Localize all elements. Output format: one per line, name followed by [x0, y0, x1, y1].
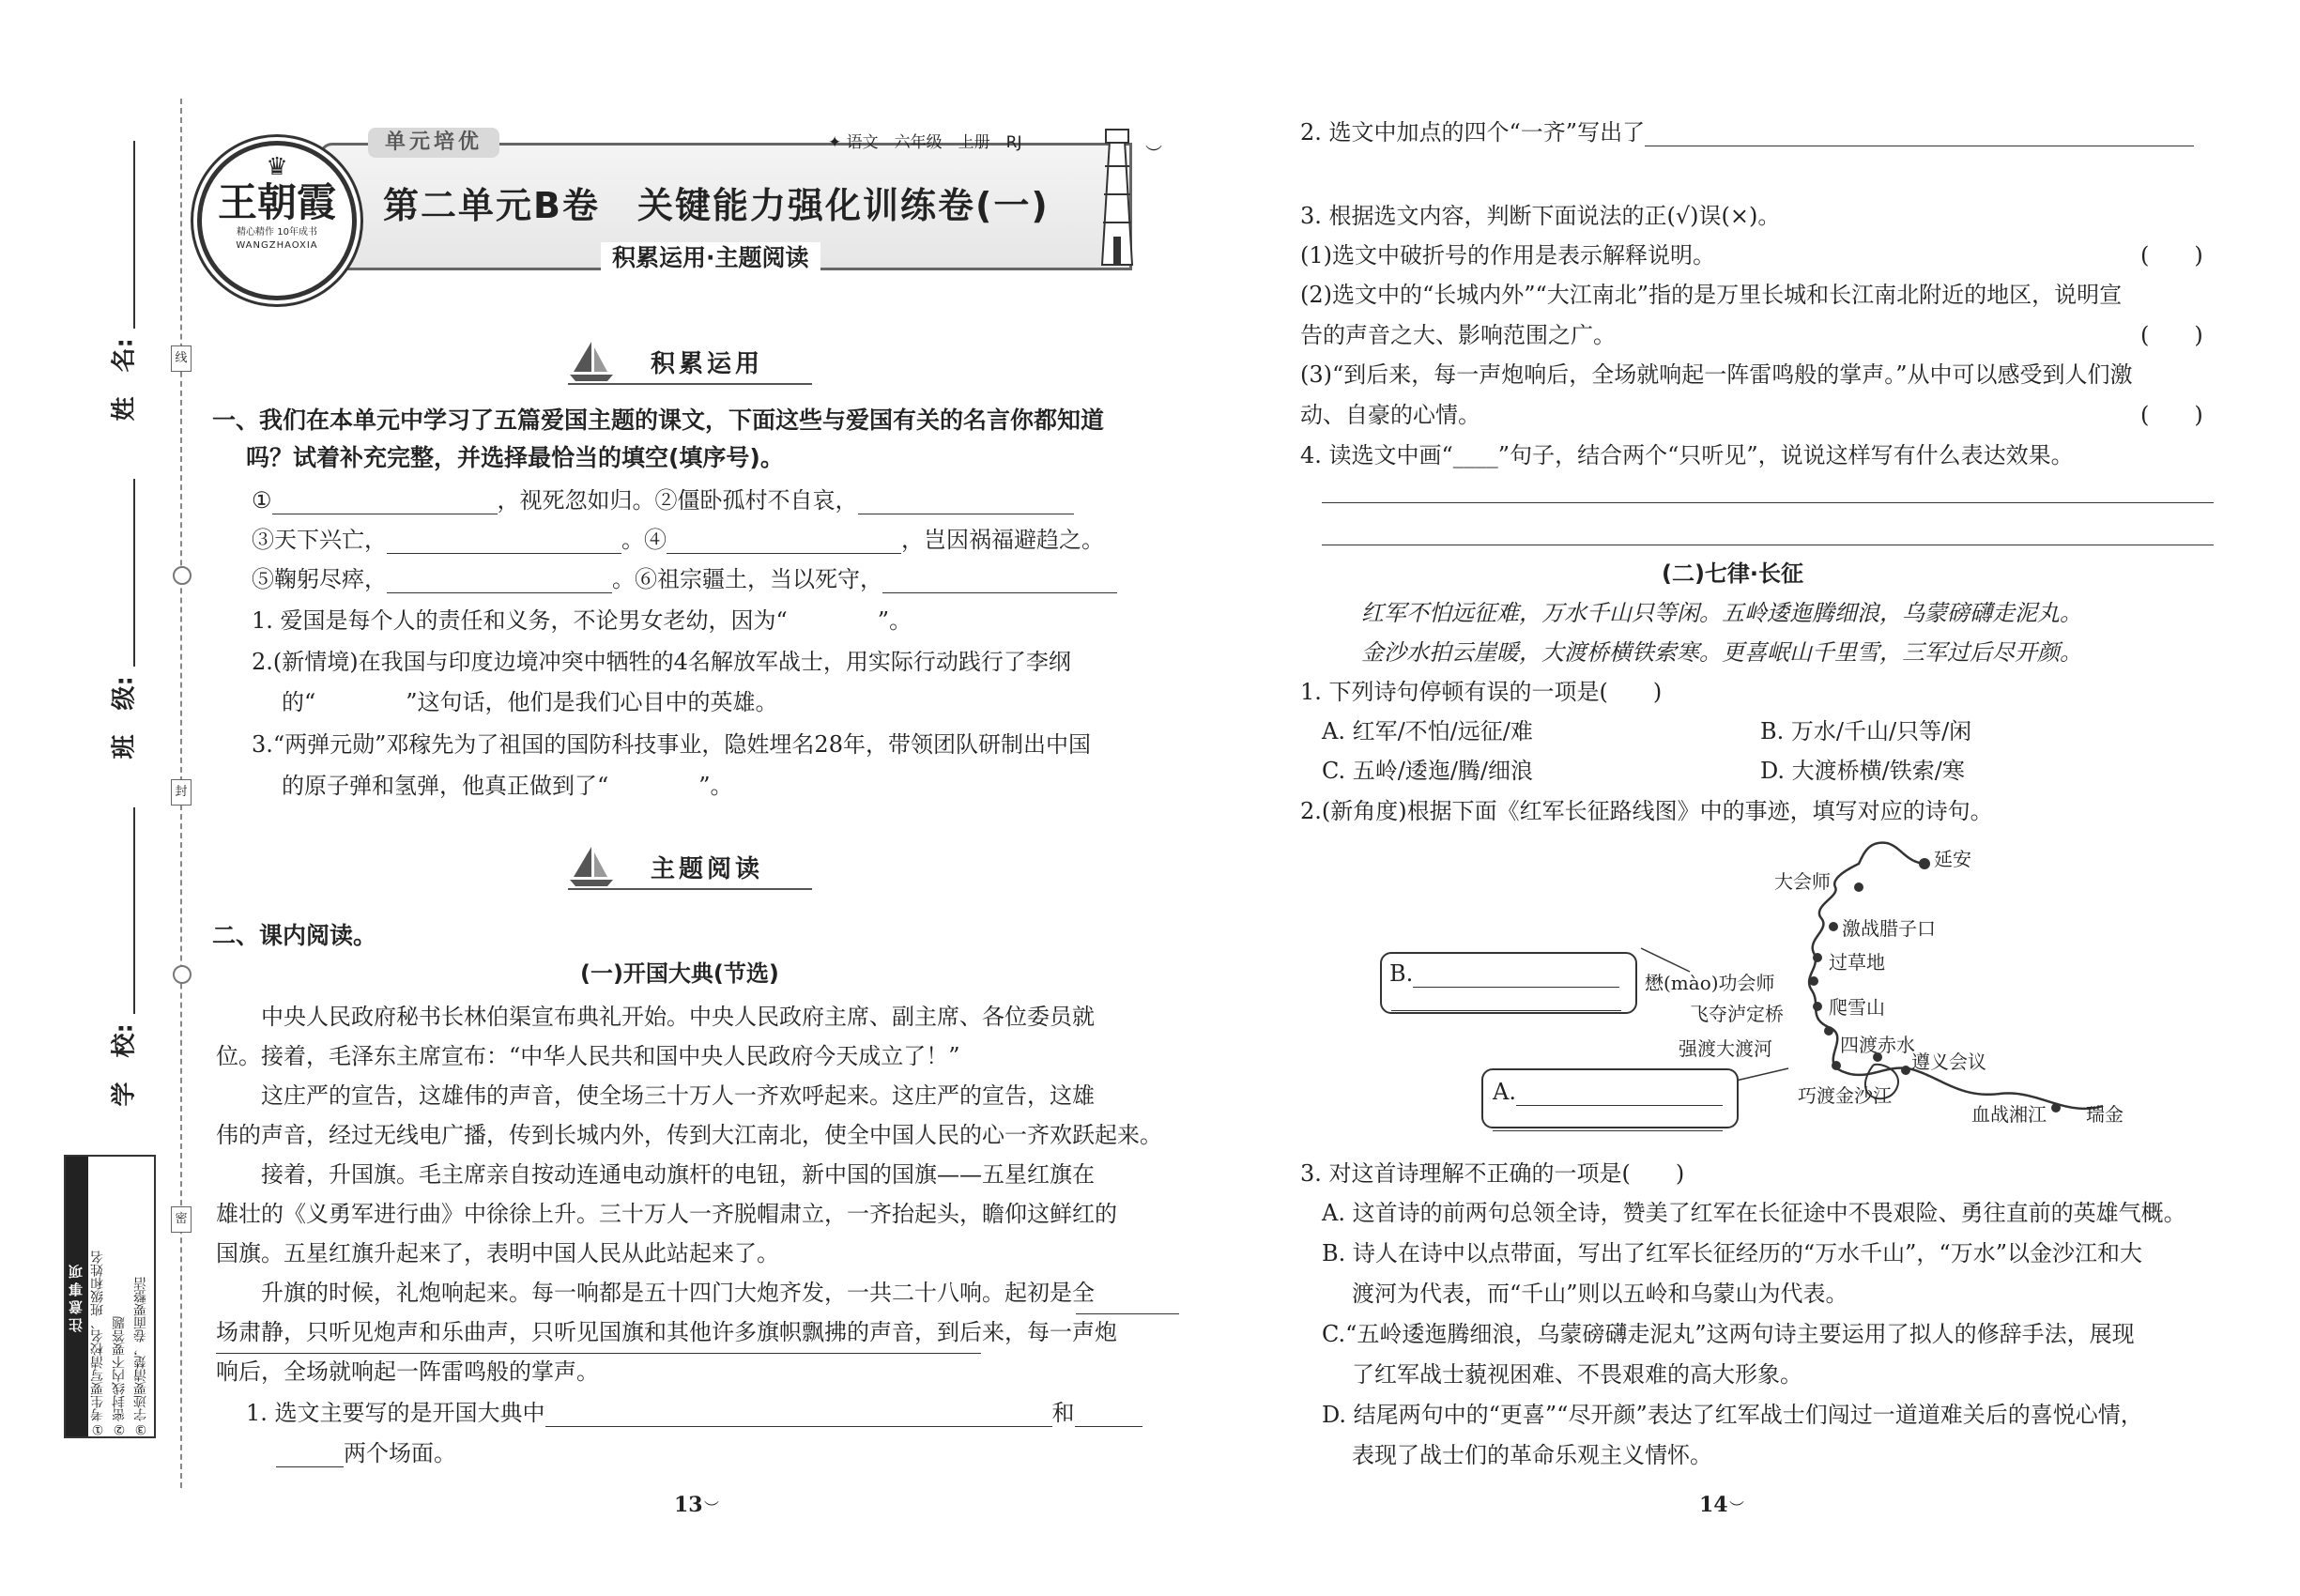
r-q3-1-paren[interactable]: ( ) [2140, 242, 2203, 269]
page-subtitle: 积累运用·主题阅读 [601, 242, 820, 274]
p-q1-option-d[interactable]: D. 大渡桥横/铁索/寒 [1760, 758, 1965, 784]
q1-line-3 [252, 565, 1117, 593]
place-jinsha: 巧渡金沙江 [1798, 1084, 1892, 1107]
q1-intro-1: 一、我们在本单元中学习了五篇爱国主题的课文，下面这些与爱国有关的名言你都知道 [212, 407, 1105, 434]
lighthouse-icon [1089, 124, 1145, 269]
route-dot [1813, 1002, 1822, 1011]
place-maogong: 懋(mào)功会师 [1645, 972, 1775, 994]
route-dot [1832, 1061, 1841, 1070]
reading-q1-line2 [276, 1439, 456, 1467]
underline-mark-2 [216, 1353, 981, 1354]
passage-line: 位。接着，毛泽东主席宣布：“中华人民共和国中央人民政府今天成立了！” [216, 1043, 960, 1069]
blank-5[interactable] [387, 572, 612, 593]
reading-q1-text: 1. 选文主要写的是开国大典中 [246, 1400, 545, 1426]
meta-star-icon: ✦ [828, 133, 847, 152]
r-q3-2-paren[interactable]: ( ) [2140, 322, 2203, 348]
circle-mark-1 [173, 566, 192, 585]
q1-sub-3b: 的原子弹和氢弹，他真正做到了“ ”。 [282, 773, 733, 799]
r-q3-2a: (2)选文中的“长城内外”“大江南北”指的是万里长城和长江南北附近的地区，说明宣 [1300, 282, 2123, 308]
poem-title: (二)七律·长征 [1662, 560, 1804, 587]
passage-body [216, 997, 1183, 1391]
passage-line: 伟的声音，经过无线电广播，传到长城内外，传到大江南北，使全中国人民的心一齐欢跃起来。 [216, 1122, 1162, 1148]
passage-line: 国旗。五星红旗升起来了，表明中国人民从此站起来了。 [216, 1240, 779, 1266]
p-q3-option-b-2: 渡河为代表，而“千山”则以五岭和乌蒙山为代表。 [1352, 1281, 1848, 1307]
notice-item-2: ②密封线内不要答题 [112, 1316, 127, 1436]
q1-sub-3a: 3.“两弹元勋”邓稼先为了祖国的国防科技事业，隐姓埋名28年，带领团队研制出中国 [252, 731, 1091, 758]
r-q2 [1300, 118, 2194, 146]
r-q3-1: (1)选文中破折号的作用是表示解释说明。 [1300, 242, 1715, 269]
place-yanan: 延安 [1934, 848, 1971, 870]
q1-label-1: ① [252, 487, 272, 514]
p-q2: 2.(新角度)根据下面《红军长征路线图》中的事迹，填写对应的诗句。 [1300, 798, 1993, 824]
section-header-accumulation [568, 338, 821, 385]
blank-6[interactable] [882, 572, 1117, 593]
reading-q1 [246, 1399, 1142, 1427]
r-q2-blank[interactable] [1645, 125, 2194, 146]
q1-text-4: ，岂因祸福避趋之。 [901, 527, 1104, 553]
answer-box-a-line-1[interactable] [1516, 1084, 1723, 1106]
notice-title: 注意事项 [66, 1157, 88, 1436]
name-line [133, 141, 135, 329]
place-zunyi: 遵义会议 [1911, 1051, 1986, 1073]
circle-mark-2 [173, 965, 192, 984]
class-line [133, 479, 135, 667]
logo-badge [197, 141, 357, 300]
p-q3-option-d-1[interactable]: D. 结尾两句中的“更喜”“尽开颜”表达了红军战士们闯过一道道难关后的喜悦心情， [1322, 1402, 2143, 1428]
r-q3-3-paren[interactable]: ( ) [2140, 402, 2203, 428]
page-title: 第二单元B卷 关键能力强化训练卷(一) [383, 185, 1050, 226]
section-underline-2 [568, 888, 812, 890]
q1-text-1: ，视死忽如归。②僵卧孤村不自哀， [497, 487, 858, 514]
name-label: 姓 名: [110, 338, 139, 422]
cut-mark-line: 线 [171, 345, 192, 372]
r-q4: 4. 读选文中画“____”句子，结合两个“只听见”，说说这样写有什么表达效果。 [1300, 442, 2074, 468]
p-q1-option-a[interactable]: A. 红军/不怕/远征/难 [1322, 718, 1533, 744]
place-luding: 飞夺泸定桥 [1690, 1003, 1784, 1025]
book-meta [828, 129, 1021, 157]
p-q1-option-c[interactable]: C. 五岭/逶迤/腾/细浪 [1322, 758, 1534, 784]
sailboat-icon-2 [568, 845, 615, 888]
blank-1[interactable] [272, 493, 498, 514]
route-dot [1901, 1066, 1910, 1075]
passage-title: (一)开国大典(节选) [580, 960, 779, 987]
poem-line-1: 红军不怕远征难，万水千山只等闲。五岭逶迤腾细浪，乌蒙磅礴走泥丸。 [1361, 600, 2082, 626]
page-flourish-left: ︶ [704, 1499, 720, 1517]
q1-label-4: 。④ [621, 527, 667, 553]
page-number-left: 13 [674, 1493, 703, 1517]
cut-mark-seal: 封 [171, 779, 192, 806]
passage-line: 响后，全场就响起一阵雷鸣般的掌声。 [216, 1358, 599, 1385]
section-title-reading: 主题阅读 [651, 854, 764, 883]
q1-sub-2a: 2.(新情境)在我国与印度边境冲突中牺牲的4名解放军战士，用实际行动践行了李纲 [252, 649, 1071, 675]
name-field[interactable] [94, 141, 150, 422]
school-line [133, 807, 135, 1014]
long-march-map [1380, 836, 2169, 1155]
r-q3-2b: 告的声音之大、影响范围之广。 [1300, 322, 1616, 348]
place-daduhe: 强渡大渡河 [1679, 1037, 1772, 1060]
q1-sub-2b: 的“ ”这句话，他们是我们心目中的英雄。 [282, 689, 778, 715]
logo-slogan: 精心精作 10年成书 [237, 227, 317, 238]
answer-box-a-label: A. [1493, 1079, 1516, 1105]
route-dot [1824, 1026, 1833, 1036]
reading-q1-and: 和 [1051, 1400, 1075, 1426]
notice-box [64, 1155, 156, 1438]
place-lazikou: 激战腊子口 [1842, 917, 1936, 940]
answer-box-b-label: B. [1389, 960, 1414, 987]
passage-line: 场肃静，只听见炮声和乐曲声，只听见国旗和其他许多旗帜飘拂的声音，到后来，每一声炮 [216, 1319, 1117, 1345]
reading-q1-end: 两个场面。 [344, 1440, 456, 1466]
q1-label-3: ③天下兴亡， [252, 527, 387, 553]
reading-q1-blank-1[interactable] [545, 1405, 1052, 1427]
class-field[interactable] [94, 479, 150, 760]
p-q3: 3. 对这首诗理解不正确的一项是( ) [1300, 1160, 1685, 1187]
page-flourish-right: ︶ [1729, 1499, 1745, 1517]
q1-text-6: 。⑥祖宗疆土，当以死守， [612, 566, 882, 592]
sailboat-icon [568, 340, 615, 383]
notice-item-3: ③字迹要清楚，卷面要整洁 [133, 1277, 148, 1436]
passage-line: 中央人民政府秘书长林伯渠宣布典礼开始。中央人民政府主席、副主席、各位委员就 [216, 1004, 1095, 1030]
passage-line: 接着，升国旗。毛主席亲自按动连通电动旗杆的电钮，新中国的国旗——五星红旗在 [216, 1161, 1095, 1188]
place-xueshan: 爬雪山 [1829, 996, 1885, 1019]
class-label: 班 级: [110, 676, 139, 760]
route-dot [1854, 882, 1863, 892]
section-title-accumulation: 积累运用 [651, 349, 764, 378]
school-field[interactable] [94, 807, 150, 1107]
q1-line-1 [252, 486, 1074, 514]
reading-q1-blank-3[interactable] [276, 1446, 344, 1467]
blank-3[interactable] [387, 532, 621, 554]
school-label: 学 校: [110, 1023, 139, 1107]
p-q3-option-c-2: 了红军战士藐视困难、不畏艰难的高大形象。 [1352, 1361, 1802, 1388]
book-meta-text: 语文 六年级 上册 RJ [846, 133, 1022, 152]
seagull-icon: ︶ [1145, 145, 1162, 164]
answer-box-b-line-1[interactable] [1413, 966, 1619, 988]
route-dot [1919, 858, 1930, 869]
r-q3-3b: 动、自豪的心情。 [1300, 402, 1480, 428]
underline-mark-1 [1076, 1313, 1179, 1314]
place-caodi: 过草地 [1829, 951, 1885, 974]
r-q3: 3. 根据选文内容，判断下面说法的正(√)误(×)。 [1300, 203, 1781, 229]
answer-box-b[interactable] [1380, 952, 1637, 1014]
poem-line-2: 金沙水拍云崖暖，大渡桥横铁索寒。更喜岷山千里雪，三军过后尽开颜。 [1361, 639, 2082, 666]
q1-line-2 [252, 526, 1104, 554]
p-q3-option-b-1[interactable]: B. 诗人在诗中以点带面，写出了红军长征经历的“万水千山”，“万水”以金沙江和大 [1322, 1240, 2142, 1266]
place-xiangjiang: 血战湘江 [1971, 1103, 2047, 1126]
route-dot [1829, 922, 1838, 931]
reading-q1-blank-2[interactable] [1075, 1405, 1142, 1427]
place-ruijin: 瑞金 [2086, 1103, 2124, 1126]
logo-pinyin: WANGZHAOXIA [236, 240, 318, 251]
logo-crown-icon: ♛ [266, 153, 288, 181]
blank-4[interactable] [667, 532, 901, 554]
pointer-a [1732, 1068, 1788, 1082]
notice-item-1: ①考生要写清校名、班级和姓名 [90, 1251, 105, 1436]
r-q3-3a: (3)“到后来，每一声炮响后，全场就响起一阵雷鸣般的掌声。”从中可以感受到人们激 [1300, 361, 2133, 388]
place-chishui: 四渡赤水 [1840, 1034, 1915, 1056]
section-header-reading [568, 843, 821, 890]
answer-box-b-line-2[interactable] [1391, 1006, 1621, 1011]
page-number-right: 14 [1699, 1493, 1728, 1517]
section-underline-1 [568, 383, 812, 385]
blank-2[interactable] [858, 493, 1074, 514]
r-q2-text: 2. 选文中加点的四个“一齐”写出了 [1300, 119, 1646, 146]
p-q3-option-a[interactable]: A. 这首诗的前两句总领全诗，赞美了红军在长征途中不畏艰险、勇往直前的英雄气概。 [1322, 1200, 2186, 1226]
q1-sub-1: 1. 爱国是每个人的责任和义务，不论男女老幼，因为“ ”。 [252, 607, 912, 634]
p-q3-option-c-1[interactable]: C.“五岭逶迤腾细浪，乌蒙磅礴走泥丸”这两句诗主要运用了拟人的修辞手法，展现 [1322, 1321, 2135, 1347]
answer-box-a-line-2[interactable] [1493, 1127, 1723, 1131]
passage-line: 这庄严的宣告，这雄伟的声音，使全场三十万人一齐欢呼起来。这庄严的宣告，这雄 [216, 1082, 1095, 1109]
passage-line: 雄壮的《义勇军进行曲》中徐徐上升。三十万人一齐脱帽肃立，一齐抬起头，瞻仰这鲜红的 [216, 1201, 1117, 1227]
p-q1-option-b[interactable]: B. 万水/千山/只等/闲 [1760, 718, 1972, 744]
q1-intro-2: 吗？试着补充完整，并选择最恰当的填空(填序号)。 [246, 444, 784, 471]
place-dahuishi: 大会师 [1774, 870, 1831, 893]
q1-label-5: ⑤鞠躬尽瘁， [252, 566, 387, 592]
r-q4-answer-line-1[interactable] [1322, 502, 2214, 503]
route-dot [1813, 953, 1822, 962]
logo-text: 王朝霞 [217, 179, 336, 225]
passage-line: 升旗的时候，礼炮响起来。每一响都是五十四门大炮齐发，一共二十八响。起初是全 [216, 1280, 1095, 1306]
route-dot [2051, 1103, 2061, 1113]
p-q3-option-d-2: 表现了战士们的革命乐观主义情怀。 [1352, 1442, 1712, 1468]
route-dot [1809, 976, 1818, 986]
cut-mark-dense: 密 [171, 1206, 192, 1233]
unit-tag: 单元培优 [368, 128, 499, 158]
answer-box-a[interactable] [1481, 1068, 1739, 1128]
q2-intro: 二、课内阅读。 [212, 922, 377, 949]
p-q1: 1. 下列诗句停顿有误的一项是( ) [1300, 679, 1663, 705]
